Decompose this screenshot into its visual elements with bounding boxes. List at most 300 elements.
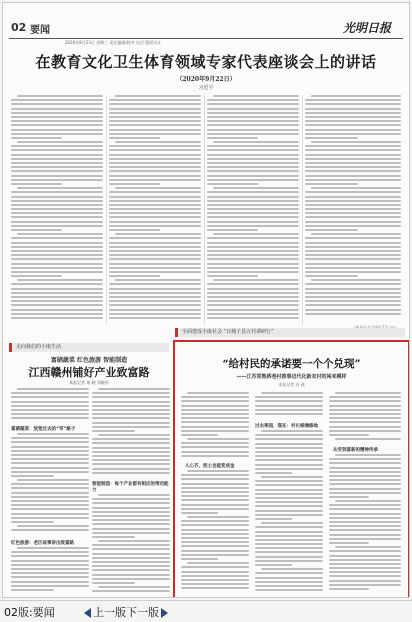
text-line — [109, 237, 201, 239]
text-line — [11, 492, 89, 494]
text-line — [11, 129, 103, 131]
text-line — [181, 558, 218, 560]
text-line — [109, 296, 201, 298]
text-line — [255, 526, 323, 528]
text-line — [255, 510, 323, 512]
text-line — [109, 216, 201, 218]
text-line — [11, 99, 103, 101]
text-line — [109, 229, 160, 231]
text-line — [181, 550, 249, 552]
text-line — [181, 529, 249, 531]
text-line — [92, 515, 170, 517]
text-line — [213, 141, 299, 143]
text-line — [329, 563, 401, 565]
current-page-label: 02版:要闻 — [4, 606, 55, 619]
text-line — [329, 475, 401, 477]
text-line — [255, 434, 323, 436]
text-line — [92, 401, 170, 403]
text-line — [11, 581, 89, 583]
text-line — [11, 458, 89, 460]
text-line — [181, 417, 249, 419]
text-line — [109, 250, 201, 252]
feature-column-1 — [181, 392, 249, 460]
text-line — [11, 108, 103, 110]
text-line — [11, 441, 89, 443]
text-line — [329, 430, 401, 432]
text-line — [207, 124, 299, 126]
text-line — [305, 300, 401, 302]
text-line — [207, 317, 299, 319]
text-line — [305, 271, 401, 273]
mid-story-subhead: 智能制造：每个产业都有相应的带动能力 — [92, 482, 169, 493]
next-page-button[interactable] — [126, 604, 168, 620]
text-line — [255, 547, 323, 549]
page-number: 02 — [11, 21, 27, 34]
text-line — [207, 296, 299, 298]
text-line — [11, 564, 89, 566]
text-line — [11, 521, 54, 523]
text-line — [109, 108, 201, 110]
text-line — [335, 546, 401, 548]
text-line — [255, 585, 323, 587]
text-line — [329, 462, 401, 464]
text-line — [207, 300, 299, 302]
left-story-subtitle: 富硒蔬菜 红色旅游 智能制造 — [50, 357, 128, 364]
left-story-column-1 — [11, 388, 89, 424]
text-line — [305, 133, 401, 135]
text-line — [11, 585, 89, 587]
feature-author: 本报记者 苏 燕 — [278, 382, 305, 387]
text-line — [11, 212, 103, 214]
text-line — [255, 551, 323, 553]
text-line — [11, 500, 89, 502]
text-line — [109, 288, 201, 290]
text-line — [11, 471, 89, 473]
text-line — [109, 267, 201, 269]
text-line — [92, 426, 170, 428]
text-line — [109, 129, 201, 131]
text-line — [92, 544, 170, 546]
left-story-title: 江西赣州铺好产业致富路 — [28, 366, 150, 379]
text-line — [109, 145, 201, 147]
text-line — [255, 400, 323, 402]
text-line — [11, 254, 103, 256]
text-line — [92, 459, 170, 461]
text-line — [11, 116, 103, 118]
text-line — [305, 221, 401, 223]
text-line — [329, 550, 401, 552]
text-line — [92, 590, 170, 592]
text-line — [11, 572, 89, 574]
text-line — [329, 467, 401, 469]
text-line — [92, 447, 170, 449]
text-line — [181, 537, 249, 539]
text-line — [11, 446, 89, 448]
text-line — [305, 200, 401, 202]
text-line — [255, 409, 323, 411]
text-line — [92, 438, 170, 440]
text-line — [11, 300, 103, 302]
text-line — [17, 479, 89, 481]
feature-column-3b — [329, 454, 401, 594]
text-line — [305, 116, 401, 118]
text-line — [181, 499, 249, 501]
text-line — [305, 258, 401, 260]
text-line — [109, 309, 201, 311]
text-line — [92, 523, 170, 525]
text-line — [261, 430, 323, 432]
text-line — [11, 576, 89, 578]
text-line — [11, 304, 103, 306]
feature-column-2b — [255, 430, 323, 594]
text-line — [92, 511, 170, 513]
text-line — [92, 507, 170, 509]
text-line — [92, 498, 170, 500]
text-line — [255, 556, 323, 558]
text-line — [335, 454, 401, 456]
text-line — [255, 535, 323, 537]
text-line — [11, 175, 103, 177]
text-line — [11, 504, 89, 506]
text-line — [11, 555, 89, 557]
text-line — [335, 438, 401, 440]
left-story-column-2 — [92, 388, 170, 478]
text-line — [92, 582, 135, 584]
text-line — [181, 413, 249, 415]
text-line — [11, 246, 103, 248]
text-line — [109, 175, 201, 177]
text-line — [207, 158, 299, 160]
text-line — [207, 275, 258, 277]
text-line — [311, 233, 401, 235]
text-line — [11, 409, 89, 411]
text-line — [207, 309, 299, 311]
text-line — [17, 433, 89, 435]
text-line — [11, 124, 103, 126]
text-line — [255, 564, 292, 566]
text-line — [115, 233, 201, 235]
text-line — [109, 275, 160, 277]
text-line — [207, 149, 299, 151]
text-line — [329, 400, 401, 402]
text-line — [92, 561, 170, 563]
text-line — [181, 446, 249, 448]
text-line — [255, 484, 323, 486]
text-line — [109, 154, 201, 156]
text-line — [311, 187, 401, 189]
text-line — [109, 304, 201, 306]
text-line — [207, 170, 299, 172]
text-line — [305, 242, 401, 244]
text-line — [109, 292, 201, 294]
text-line — [329, 409, 401, 411]
text-line — [329, 542, 369, 544]
text-line — [311, 279, 401, 281]
text-line — [109, 317, 201, 319]
text-line — [181, 587, 249, 589]
text-line — [207, 120, 299, 122]
text-line — [17, 388, 89, 390]
text-line — [11, 258, 103, 260]
text-line — [92, 532, 170, 534]
text-line — [181, 508, 249, 510]
text-line — [305, 158, 401, 160]
text-line — [329, 559, 401, 561]
text-line — [11, 450, 89, 452]
text-line — [305, 196, 401, 198]
text-line — [11, 475, 54, 477]
text-line — [109, 283, 201, 285]
text-line — [255, 543, 323, 545]
text-line — [329, 567, 401, 569]
section-name: 要闻 — [30, 25, 50, 36]
text-line — [187, 516, 249, 518]
text-line — [11, 154, 103, 156]
text-line — [109, 191, 201, 193]
text-line — [329, 588, 369, 590]
text-line — [305, 124, 401, 126]
text-line — [11, 183, 62, 185]
text-line — [207, 258, 299, 260]
feature-subtitle: ——江苏常熟蒋巷村推事迈代化新农村的闯来模样 — [236, 374, 347, 380]
text-line — [305, 212, 401, 214]
text-line — [11, 292, 103, 294]
feature-title: “给村民的承诺要一个个兑现” — [222, 358, 361, 370]
text-line — [11, 288, 103, 290]
text-line — [92, 557, 170, 559]
text-line — [109, 124, 201, 126]
text-line — [109, 204, 201, 206]
text-line — [92, 536, 135, 538]
text-line — [329, 458, 401, 460]
text-line — [109, 242, 201, 244]
text-line — [11, 204, 103, 206]
text-line — [207, 313, 299, 315]
text-line — [181, 524, 249, 526]
text-line — [329, 525, 401, 527]
text-line — [255, 493, 323, 495]
text-line — [207, 112, 299, 114]
text-line — [207, 250, 299, 252]
text-line — [11, 483, 89, 485]
text-line — [329, 513, 401, 515]
text-line — [17, 525, 89, 527]
text-line — [187, 438, 249, 440]
text-line — [329, 413, 401, 415]
left-story-column-1c — [11, 547, 89, 597]
text-line — [11, 162, 103, 164]
text-line — [305, 296, 401, 298]
text-line — [305, 208, 401, 210]
text-line — [11, 158, 103, 160]
text-line — [181, 583, 249, 585]
text-line — [181, 575, 249, 577]
text-line — [92, 574, 170, 576]
text-line — [329, 521, 401, 523]
text-line — [255, 451, 323, 453]
text-line — [109, 166, 201, 168]
text-line — [92, 468, 170, 470]
text-line — [92, 502, 170, 504]
text-line — [305, 179, 401, 181]
header-rule — [9, 38, 403, 39]
text-line — [109, 116, 201, 118]
text-line — [92, 472, 170, 474]
feature-banner: 全面建成小康社会 “百城千县万村调研行” — [175, 328, 405, 337]
text-line — [329, 534, 401, 536]
text-line — [92, 565, 170, 567]
text-line — [11, 560, 89, 562]
text-line — [11, 191, 103, 193]
text-line — [98, 388, 170, 390]
text-line — [255, 413, 323, 415]
left-story-banner: 走向我们的小康生活 — [9, 343, 169, 352]
text-line — [11, 242, 103, 244]
text-line — [11, 529, 89, 531]
text-line — [305, 191, 401, 193]
text-line — [115, 279, 201, 281]
text-line — [207, 208, 299, 210]
text-line — [305, 112, 401, 114]
text-line — [11, 166, 103, 168]
text-line — [181, 442, 249, 444]
text-line — [207, 179, 299, 181]
text-line — [305, 237, 401, 239]
text-line — [17, 187, 103, 189]
feature-subhead-3: 从穷到富新的精神传承 — [333, 448, 378, 453]
text-line — [109, 133, 201, 135]
text-line — [329, 584, 401, 586]
text-line — [11, 250, 103, 252]
text-line — [11, 216, 103, 218]
text-line — [11, 517, 89, 519]
text-line — [11, 145, 103, 147]
text-line — [207, 283, 299, 285]
text-line — [311, 95, 401, 97]
text-line — [207, 212, 299, 214]
text-line — [255, 468, 323, 470]
text-line — [255, 472, 292, 474]
text-line — [207, 154, 299, 156]
highlighted-article[interactable] — [173, 340, 410, 598]
text-line — [207, 162, 299, 164]
text-line — [305, 254, 401, 256]
text-line — [329, 496, 369, 498]
text-line — [305, 149, 401, 151]
text-line — [305, 313, 401, 315]
text-line — [181, 533, 249, 535]
text-line — [329, 517, 401, 519]
text-line — [11, 149, 103, 151]
text-line — [261, 392, 323, 394]
text-line — [92, 451, 170, 453]
text-line — [181, 400, 249, 402]
text-line — [329, 529, 401, 531]
text-line — [329, 575, 401, 577]
left-story-column-1b — [11, 433, 89, 537]
text-line — [329, 492, 401, 494]
text-line — [92, 430, 135, 432]
speech-date: （2020年9月22日） — [176, 76, 236, 83]
text-line — [11, 454, 89, 456]
text-line — [255, 589, 323, 591]
text-line — [109, 99, 201, 101]
text-line — [11, 568, 89, 570]
text-line — [305, 99, 401, 101]
text-line — [305, 283, 401, 285]
text-line — [213, 187, 299, 189]
text-line — [207, 116, 299, 118]
text-line — [109, 137, 160, 139]
text-line — [109, 300, 201, 302]
text-line — [261, 476, 323, 478]
text-line — [11, 487, 89, 489]
text-line — [329, 580, 401, 582]
next-arrow-icon — [161, 608, 168, 618]
text-line — [207, 183, 258, 185]
feature-subhead-2: 过去果园，现在：村长修缮修地 — [255, 424, 318, 429]
text-line — [329, 434, 369, 436]
text-line — [255, 560, 323, 562]
text-line — [207, 145, 299, 147]
text-line — [109, 246, 201, 248]
text-line — [11, 225, 103, 227]
text-line — [329, 555, 401, 557]
text-line — [335, 392, 401, 394]
text-line — [305, 250, 401, 252]
text-line — [213, 95, 299, 97]
text-line — [207, 292, 299, 294]
text-line — [335, 500, 401, 502]
text-line — [181, 504, 249, 506]
main-headline: 在教育文化卫生体育领域专家代表座谈会上的讲话 — [35, 53, 377, 71]
text-line — [11, 283, 103, 285]
text-line — [305, 204, 401, 206]
column-divider — [302, 95, 303, 325]
text-line — [92, 413, 170, 415]
text-line — [181, 495, 249, 497]
dateline: 2020年9月23日 星期三 责任编辑/校对 电话 版面设计 — [65, 40, 162, 45]
text-line — [92, 422, 170, 424]
text-line — [11, 413, 89, 415]
text-line — [305, 175, 401, 177]
text-line — [305, 216, 401, 218]
main-article-column-3 — [207, 95, 299, 325]
text-line — [305, 183, 358, 185]
text-line — [17, 547, 89, 549]
text-line — [92, 578, 170, 580]
text-line — [329, 571, 401, 573]
text-line — [11, 296, 103, 298]
text-line — [98, 494, 170, 496]
text-line — [181, 541, 249, 543]
text-line — [255, 464, 323, 466]
text-line — [17, 233, 103, 235]
text-line — [11, 103, 103, 105]
feature-column-3 — [329, 392, 401, 444]
text-line — [255, 505, 323, 507]
feature-subhead-1: 人心齐，泥土也能变成金 — [185, 464, 235, 469]
text-line — [207, 191, 299, 193]
text-line — [305, 267, 401, 269]
text-line — [207, 216, 299, 218]
text-line — [109, 221, 201, 223]
text-line — [255, 396, 323, 398]
footer-divider — [0, 600, 412, 601]
prev-page-button[interactable] — [84, 604, 126, 620]
column-divider — [106, 95, 107, 325]
text-line — [92, 455, 170, 457]
